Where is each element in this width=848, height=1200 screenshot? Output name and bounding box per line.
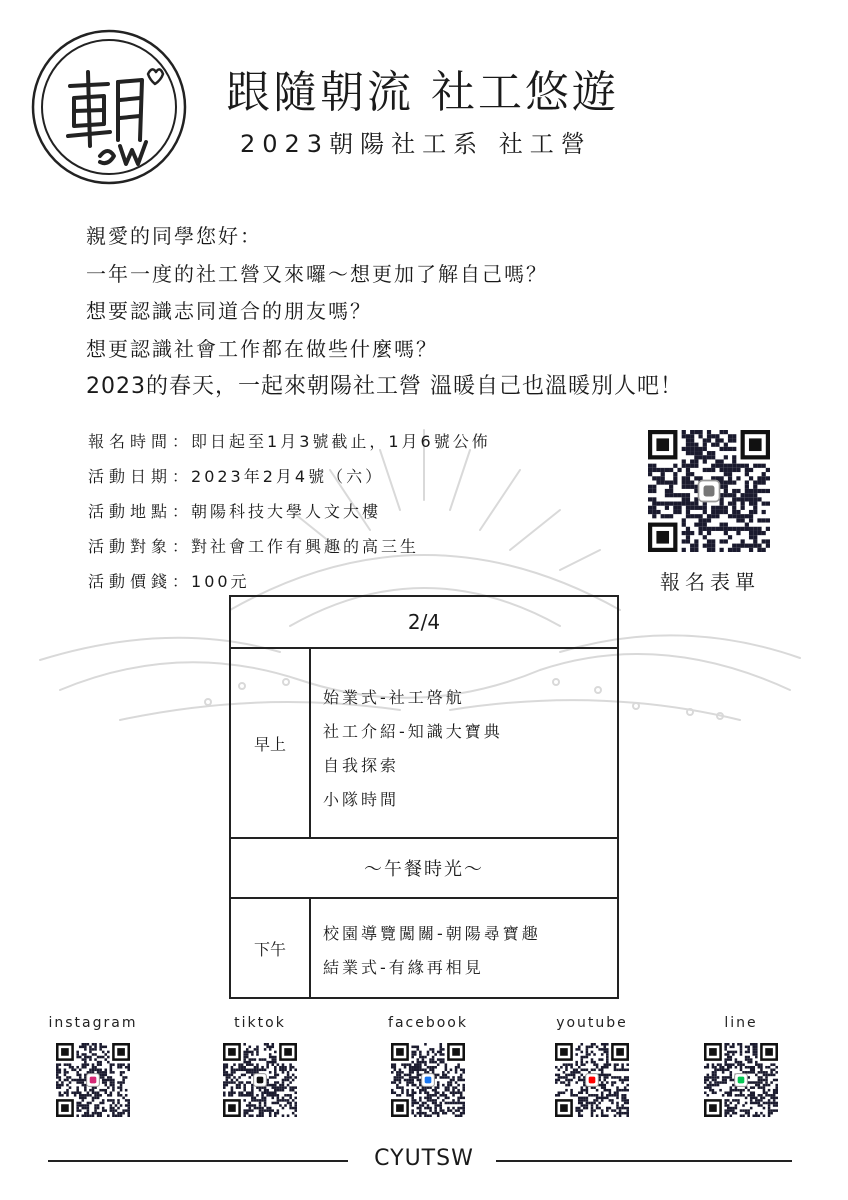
- detail-value: ：100元: [172, 572, 250, 591]
- detail-value: ：2023年2月4號（六）: [172, 467, 385, 486]
- schedule-date: 2/4: [231, 597, 617, 649]
- detail-label: 活動日期: [88, 467, 173, 486]
- event-details: [88, 428, 491, 603]
- schedule-item: 小隊時間: [323, 790, 400, 809]
- registration-form-label: 報名表單: [660, 570, 760, 594]
- social-label: instagram: [48, 1015, 138, 1031]
- schedule-lunch-row: ～午餐時光～: [231, 839, 617, 899]
- zhao-sw-logo-icon: [30, 28, 188, 186]
- social-facebook[interactable]: [363, 1015, 493, 1117]
- intro-text: [86, 218, 683, 406]
- instagram-qr-code-icon[interactable]: [56, 1043, 130, 1117]
- intro-line: 一年一度的社工營又來囉～想更加了解自己嗎？: [86, 261, 548, 286]
- detail-label: 活動地點: [88, 502, 173, 521]
- footer-divider-left: [48, 1160, 348, 1162]
- detail-label: 活動對象: [88, 537, 173, 556]
- schedule-table: [229, 595, 619, 999]
- schedule-item: 校園導覽闖關-朝陽尋寶趣: [323, 924, 541, 943]
- schedule-item: 自我探索: [323, 756, 400, 775]
- facebook-qr-code-icon[interactable]: [391, 1043, 465, 1117]
- social-label: tiktok: [234, 1015, 286, 1031]
- schedule-items: [323, 685, 503, 821]
- registration-qr-code-icon[interactable]: [648, 430, 770, 552]
- social-youtube[interactable]: [527, 1015, 657, 1117]
- intro-line: 想要認識志同道合的朋友嗎？: [86, 299, 372, 323]
- detail-location: [88, 498, 491, 533]
- social-line[interactable]: [676, 1015, 806, 1117]
- tiktok-qr-code-icon[interactable]: [223, 1043, 297, 1117]
- footer-divider-right: [496, 1160, 792, 1162]
- social-instagram[interactable]: [28, 1015, 158, 1117]
- schedule-item: 始業式-社工啓航: [323, 688, 465, 707]
- schedule-morning-row: [231, 649, 617, 839]
- intro-line: 2023的春天，一起來朝陽社工營 溫暖自己也溫暖別人吧！: [86, 374, 683, 399]
- detail-value: ：朝陽科技大學人文大樓: [172, 502, 382, 521]
- detail-audience: [88, 533, 491, 568]
- page-subtitle: 2023朝陽社工系 社工營: [240, 130, 592, 158]
- line-qr-code-icon[interactable]: [704, 1043, 778, 1117]
- detail-value: ：即日起至1月3號截止，1月6號公佈: [172, 432, 491, 451]
- schedule-items: [323, 921, 541, 989]
- social-label: youtube: [556, 1015, 628, 1031]
- detail-event-date: [88, 463, 491, 498]
- detail-registration-period: [88, 428, 491, 463]
- schedule-period-label: 下午: [231, 899, 311, 997]
- page-title: 跟隨朝流 社工悠遊: [226, 67, 619, 118]
- schedule-item: 結業式-有緣再相見: [323, 958, 484, 977]
- detail-value: ：對社會工作有興趣的高三生: [172, 537, 420, 556]
- detail-label: 報名時間: [88, 432, 173, 451]
- schedule-period-label: 早上: [231, 649, 311, 837]
- youtube-qr-code-icon[interactable]: [555, 1043, 629, 1117]
- footer-brand: CYUTSW: [374, 1146, 474, 1171]
- social-label: facebook: [388, 1015, 468, 1031]
- intro-line: 親愛的同學您好：: [86, 224, 262, 248]
- intro-line: 想更認識社會工作都在做些什麼嗎？: [86, 336, 438, 361]
- schedule-item: 社工介紹-知識大寶典: [323, 722, 503, 741]
- schedule-afternoon-row: [231, 899, 617, 997]
- social-label: line: [724, 1015, 758, 1031]
- detail-label: 活動價錢: [88, 572, 173, 591]
- social-tiktok[interactable]: [195, 1015, 325, 1117]
